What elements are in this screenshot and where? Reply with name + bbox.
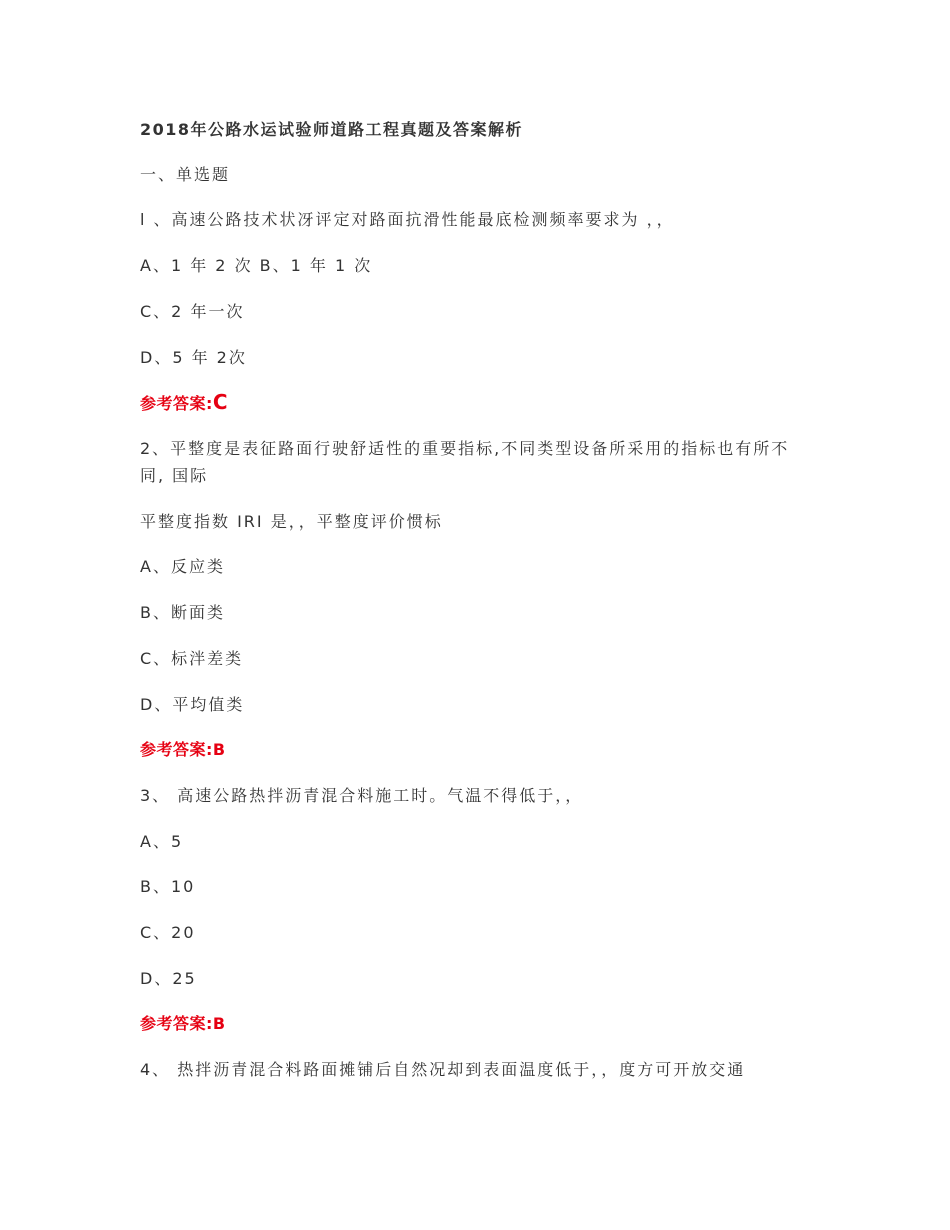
question-3-option-a: A、5 (140, 832, 184, 851)
answer-label: 参考答案: (140, 394, 213, 413)
answer-label: 参考答案: (140, 1014, 213, 1033)
question-3-text: 3、 高速公路热拌沥青混合料施工时。气温不得低于，， (140, 786, 584, 805)
answer-label: 参考答案: (140, 740, 213, 759)
question-1-text: l 、高速公路技术状冴评定对路面抗滑性能最底检测频率要求为 ，， (140, 210, 675, 229)
question-2-option-c: C、标泮差类 (140, 649, 244, 668)
question-2-option-d: D、平均值类 (140, 695, 245, 714)
question-1-option-d: D、5 年 2次 (140, 348, 247, 367)
question-2-text: 2、平整度是表征路面行驶舒适性的重要指标,不同类型设备所采用的指标也有所不同, 国际 (140, 439, 790, 485)
answer-letter: B (212, 1014, 226, 1033)
question-3-option-d: D、25 (140, 969, 197, 988)
question-1-option-ab: A、1 年 2 次 B、1 年 1 次 (140, 256, 373, 275)
question-2-text-continued: 平整度指数 IRI 是，，平整度评价惯标 (140, 512, 443, 531)
question-1-answer (140, 389, 228, 417)
question-2-option-b: B、断面类 (140, 603, 225, 622)
question-3-option-c: C、20 (140, 923, 196, 942)
question-2-answer (140, 736, 226, 763)
question-3-answer (140, 1010, 226, 1037)
question-1-option-c: C、2 年一次 (140, 302, 245, 321)
answer-letter: C (212, 390, 229, 414)
section-heading: 一、单选题 (140, 165, 231, 184)
question-4-text: 4、 热拌沥青混合料路面摊铺后自然况却到表面温度低于，，度方可开放交通 (140, 1060, 746, 1079)
document-title: 2018年公路水运试验师道路工程真题及答案解析 (140, 120, 524, 139)
document-page (140, 0, 810, 1230)
question-2-option-a: A、反应类 (140, 557, 225, 576)
answer-letter: B (212, 740, 226, 759)
question-3-option-b: B、10 (140, 877, 196, 896)
